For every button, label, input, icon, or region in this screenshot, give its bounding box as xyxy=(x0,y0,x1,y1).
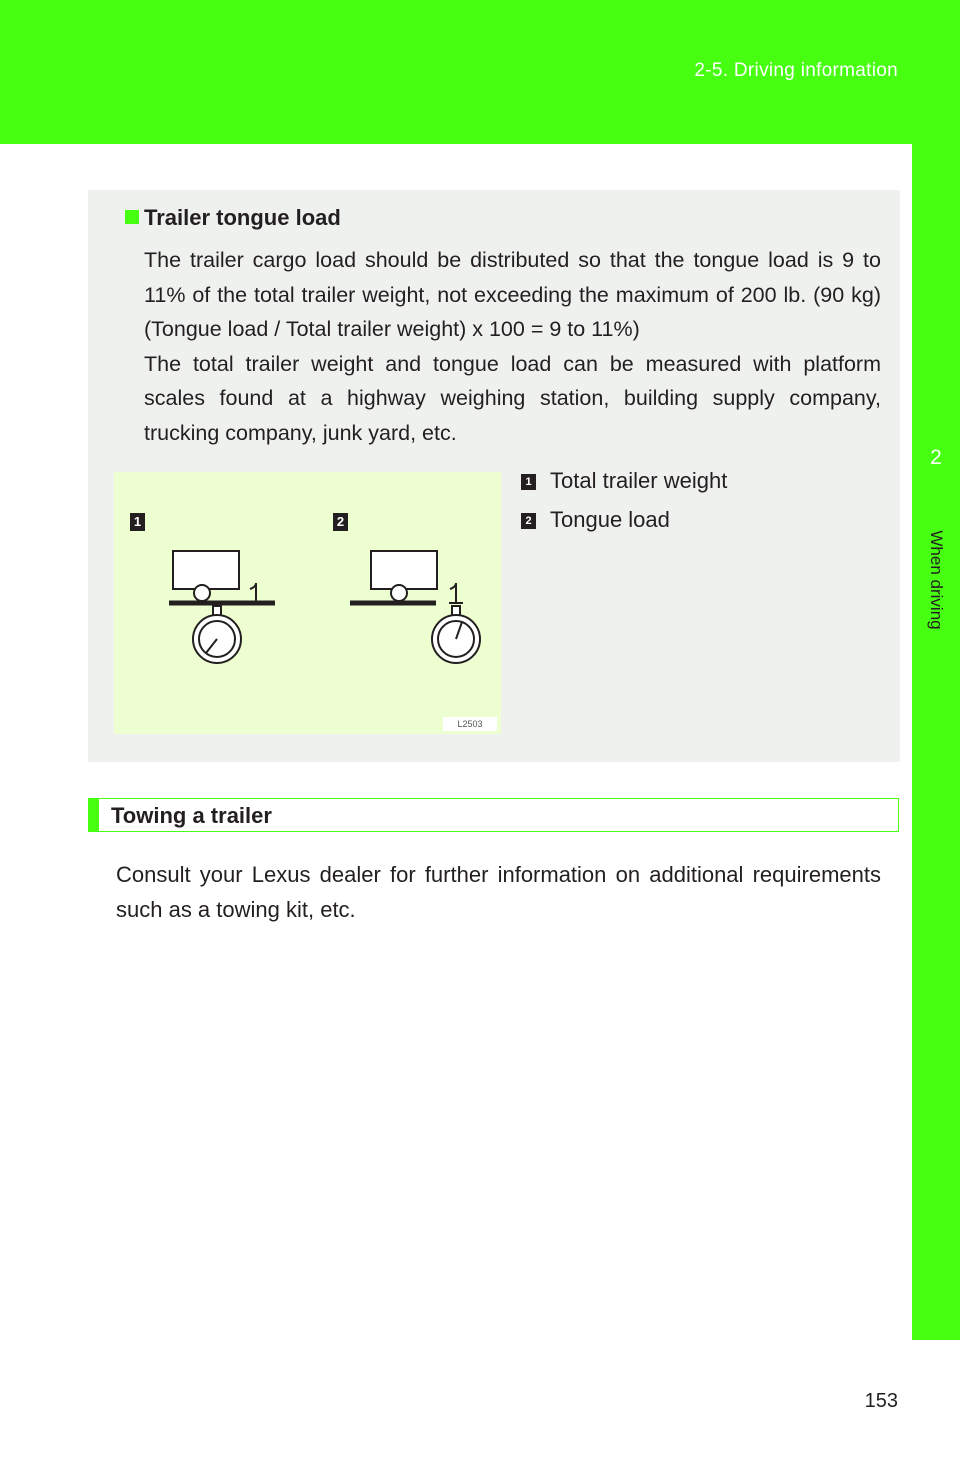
chapter-number: 2 xyxy=(930,446,942,469)
chapter-number-box xyxy=(912,416,960,520)
legend-text-2: Tongue load xyxy=(550,507,670,532)
scale-diagram xyxy=(114,472,501,734)
page-header xyxy=(0,0,960,144)
info-paragraph-2: The total trailer weight and tongue load can be measured with platform scales found at a highway weighing station, building supply company, trucking company, junk yard, etc. xyxy=(144,351,881,445)
legend-badge-2: 2 xyxy=(521,513,536,529)
page-number: 153 xyxy=(864,1390,898,1412)
section-title: Towing a trailer xyxy=(111,803,272,828)
section-heading: 2-5. Driving information xyxy=(694,60,898,81)
figure-code: L2503 xyxy=(443,717,497,731)
legend-text-1: Total trailer weight xyxy=(550,468,728,493)
illustration xyxy=(114,472,501,734)
figure-label-2: 2 xyxy=(333,513,348,531)
chapter-label: When driving xyxy=(927,530,946,630)
info-paragraphs xyxy=(144,243,881,450)
section-accent xyxy=(89,799,99,831)
info-paragraph-1: The trailer cargo load should be distributed so that the tongue load is 9 to 11% of the total trailer weight, not exceeding the maximum of 200 lb. (90 kg) (Tongue load / Total trailer weight) x 100 = 9 to 11%) xyxy=(144,248,881,341)
subsection-title: Trailer tongue load xyxy=(144,205,341,230)
tongue-load-scale xyxy=(350,551,480,663)
section-header xyxy=(88,798,899,832)
figure-label-1: 1 xyxy=(130,513,145,531)
legend-badge-1: 1 xyxy=(521,474,536,490)
square-bullet-icon xyxy=(125,210,139,224)
chapter-tab xyxy=(912,144,960,1340)
total-weight-scale xyxy=(169,551,275,663)
body-paragraph: Consult your Lexus dealer for further information on additional requirements such as a towing kit, etc. xyxy=(116,862,881,922)
